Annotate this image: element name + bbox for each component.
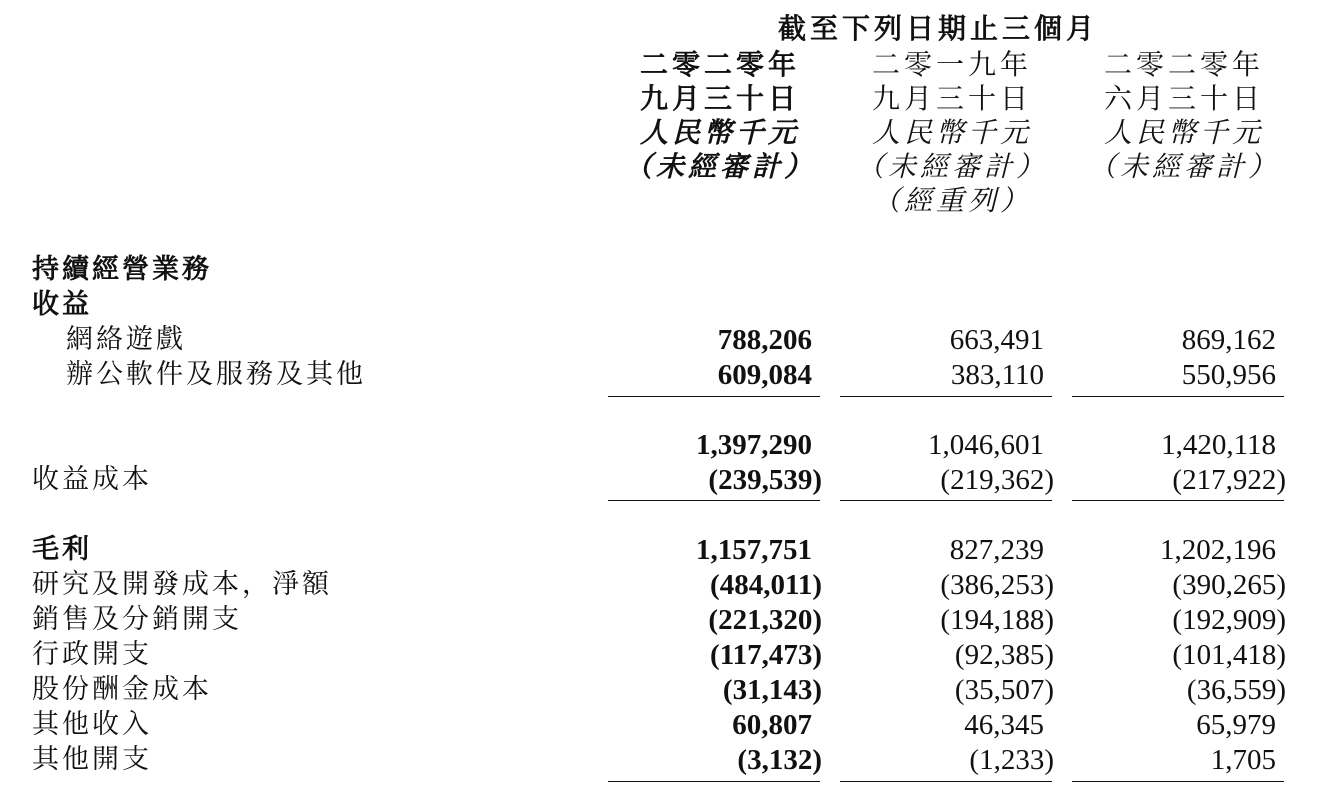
row-label-gross-profit: 毛利 — [32, 534, 92, 565]
value-cost-of-revenue-2019-sep: (219,362) — [940, 464, 1054, 496]
value-online-games-2020-jun: 869,162 — [1181, 324, 1276, 356]
row-label-admin-expenses: 行政開支 — [32, 639, 152, 670]
value-office-software-2020-sep: 609,084 — [717, 359, 812, 391]
row-label-online-games: 網絡遊戲 — [66, 324, 186, 355]
value-total-revenue-2020-jun: 1,420,118 — [1161, 429, 1276, 461]
column-header-2020-jun — [1084, 48, 1284, 184]
row-label-selling-distribution: 銷售及分銷開支 — [32, 604, 242, 635]
value-selling-distribution-2020-jun: (192,909) — [1172, 604, 1286, 636]
value-online-games-2020-sep: 788,206 — [717, 324, 812, 356]
value-admin-expenses-2020-jun: (101,418) — [1172, 639, 1286, 671]
value-cost-of-revenue-2020-jun: (217,922) — [1172, 464, 1286, 496]
col1-audit: （未經審計） — [623, 150, 816, 183]
value-gross-profit-2020-sep: 1,157,751 — [696, 534, 812, 566]
value-rnd-costs-2020-sep: (484,011) — [710, 569, 822, 601]
col2-restated: （經重列） — [871, 184, 1032, 217]
value-admin-expenses-2020-sep: (117,473) — [710, 639, 822, 671]
value-office-software-2019-sep: 383,110 — [950, 359, 1044, 391]
value-gross-profit-2019-sep: 827,239 — [949, 534, 1044, 566]
value-admin-expenses-2019-sep: (92,385) — [954, 639, 1054, 671]
value-total-revenue-2019-sep: 1,046,601 — [928, 429, 1044, 461]
rule-col1 — [608, 500, 820, 501]
col2-audit: （未經審計） — [855, 150, 1048, 183]
rule-col1 — [608, 396, 820, 397]
col3-currency: 人民幣千元 — [1103, 116, 1264, 149]
value-other-expenses-2019-sep: (1,233) — [969, 744, 1054, 776]
rule-col2 — [840, 396, 1052, 397]
rule-col3 — [1072, 781, 1284, 782]
value-selling-distribution-2019-sep: (194,188) — [940, 604, 1054, 636]
col1-date: 九月三十日 — [639, 82, 800, 115]
value-share-compensation-2020-jun: (36,559) — [1186, 674, 1286, 706]
value-share-compensation-2020-sep: (31,143) — [722, 674, 822, 706]
section-continuing-operations: 持續經營業務 — [32, 254, 212, 285]
rule-col2 — [840, 781, 1052, 782]
period-title: 截至下列日期止三個月 — [778, 12, 1099, 45]
col1-year: 二零二零年 — [639, 48, 800, 81]
col2-currency: 人民幣千元 — [871, 116, 1032, 149]
column-header-2020-sep — [620, 48, 820, 184]
col1-currency: 人民幣千元 — [639, 116, 800, 149]
row-label-other-expenses: 其他開支 — [32, 744, 152, 775]
rule-col3 — [1072, 500, 1284, 501]
row-label-office-software: 辦公軟件及服務及其他 — [66, 359, 366, 390]
col3-year: 二零二零年 — [1103, 48, 1264, 81]
value-cost-of-revenue-2020-sep: (239,539) — [708, 464, 822, 496]
value-total-revenue-2020-sep: 1,397,290 — [696, 429, 812, 461]
col2-year: 二零一九年 — [871, 48, 1032, 81]
row-label-rnd-costs: 研究及開發成本，淨額 — [32, 569, 332, 600]
row-label-share-compensation: 股份酬金成本 — [32, 674, 212, 705]
value-other-expenses-2020-sep: (3,132) — [737, 744, 822, 776]
col3-date: 六月三十日 — [1103, 82, 1264, 115]
col2-date: 九月三十日 — [871, 82, 1032, 115]
value-rnd-costs-2020-jun: (390,265) — [1172, 569, 1286, 601]
value-share-compensation-2019-sep: (35,507) — [954, 674, 1054, 706]
value-other-expenses-2020-jun: 1,705 — [1210, 744, 1276, 776]
value-rnd-costs-2019-sep: (386,253) — [940, 569, 1054, 601]
col3-audit: （未經審計） — [1087, 150, 1280, 183]
value-selling-distribution-2020-sep: (221,320) — [708, 604, 822, 636]
rule-col1 — [608, 781, 820, 782]
value-gross-profit-2020-jun: 1,202,196 — [1160, 534, 1276, 566]
value-office-software-2020-jun: 550,956 — [1181, 359, 1276, 391]
rule-col3 — [1072, 396, 1284, 397]
value-other-income-2020-sep: 60,807 — [732, 709, 812, 741]
value-other-income-2020-jun: 65,979 — [1196, 709, 1276, 741]
rule-col2 — [840, 500, 1052, 501]
row-label-cost-of-revenue: 收益成本 — [32, 464, 152, 495]
row-label-other-income: 其他收入 — [32, 709, 152, 740]
value-online-games-2019-sep: 663,491 — [949, 324, 1044, 356]
section-revenue: 收益 — [32, 289, 92, 320]
column-header-2019-sep — [852, 48, 1052, 218]
value-other-income-2019-sep: 46,345 — [964, 709, 1044, 741]
